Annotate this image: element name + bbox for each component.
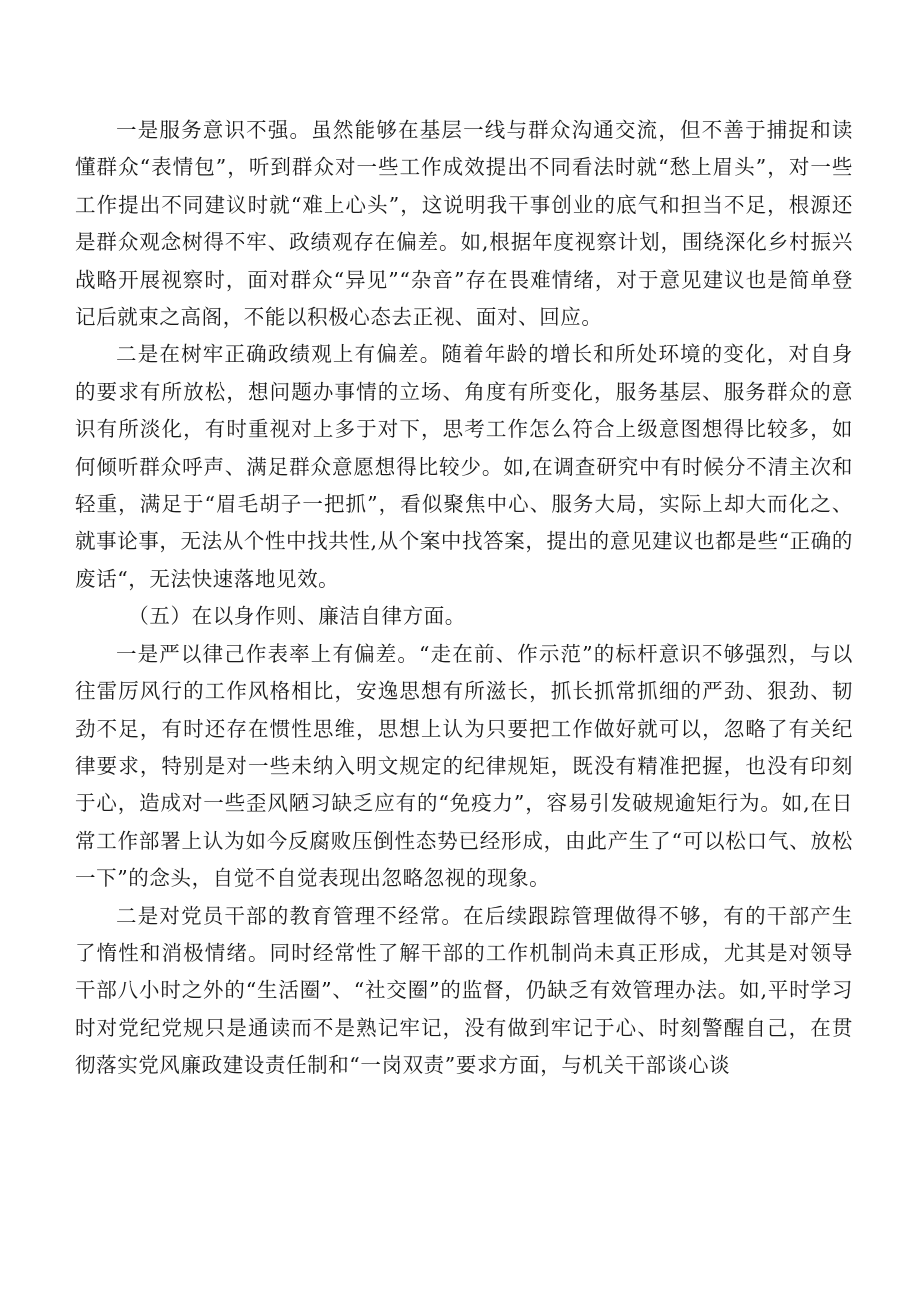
document-body: [75, 112, 853, 1085]
paragraph-service-awareness: 一是服务意识不强。虽然能够在基层一线与群众沟通交流，但不善于捕捉和读懂群众“表情包”，听到群众对一些工作成效提出不同看法时就“愁上眉头”，对一些工作提出不同建议时就“难上心头”，这说明我干事创业的底气和担当不足，根源还是群众观念树得不牢、政绩观存在偏差。如,根据年度视察计划，围绕深化乡村振兴战略开展视察时，面对群众“异见”“杂音”存在畏难情绪，对于意见建议也是简单登记后就束之高阁，不能以积极心态去正视、面对、回应。: [75, 118, 853, 330]
section-heading-self-discipline: （五）在以身作则、廉洁自律方面。: [128, 604, 466, 629]
paragraph-strict-self-discipline: 一是严以律己作表率上有偏差。“走在前、作示范”的标杆意识不够强烈，与以往雷厉风行的工作风格相比，安逸思想有所滋长，抓长抓常抓细的严劲、狠劲、韧劲不足，有时还存在惯性思维，思想上认为只要把工作做好就可以，忽略了有关纪律要求，特别是对一些未纳入明文规定的纪律规矩，既没有精准把握，也没有印刻于心，造成对一些歪风陋习缺乏应有的“免疫力”，容易引发破规逾矩行为。如,在日常工作部署上认为如今反腐败压倒性态势已经形成，由此产生了“可以松口气、放松一下”的念头，自觉不自觉表现出忽略忽视的现象。: [75, 641, 853, 891]
paragraph-cadre-education: 二是对党员干部的教育管理不经常。在后续跟踪管理做得不够，有的干部产生了惰性和消极情绪。同时经常性了解干部的工作机制尚未真正形成，尤其是对领导干部八小时之外的“生活圈”、“社交圈”的监督，仍缺乏有效管理办法。如,平时学习时对党纪党规只是通读而不是熟记牢记，没有做到牢记于心、时刻警醒自己，在贯彻落实党风廉政建设责任制和“一岗双责”要求方面，与机关干部谈心谈: [75, 903, 853, 1078]
paragraph-performance-view: 二是在树牢正确政绩观上有偏差。随着年龄的增长和所处环境的变化，对自身的要求有所放松，想问题办事情的立场、角度有所变化，服务基层、服务群众的意识有所淡化，有时重视对上多于对下，思考工作怎么符合上级意图想得比较多，如何倾听群众呼声、满足群众意愿想得比较少。如,在调查研究中有时候分不清主次和轻重，满足于“眉毛胡子一把抓”，看似聚焦中心、服务大局，实际上却大而化之、就事论事，无法从个性中找共性,从个案中找答案，提出的意见建议也都是些“正确的废话“，无法快速落地见效。: [75, 342, 853, 591]
